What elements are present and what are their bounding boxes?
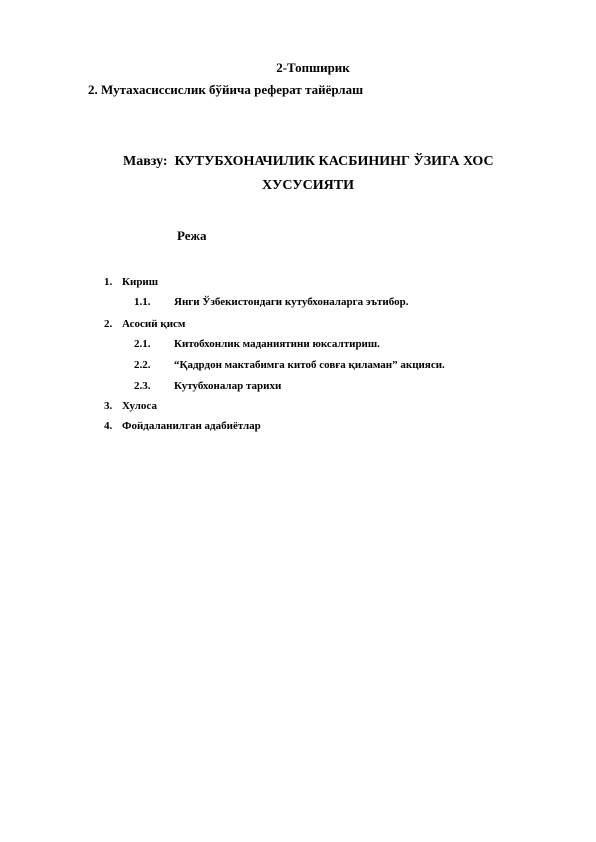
task-subtitle: 2. Мутахасиссислик бўйича реферат тайёрлаш <box>88 82 364 97</box>
topic-title-line2: ХУСУСИЯТИ <box>262 178 354 193</box>
plan-subitem-text: Янги Ўзбекистондаги кутубхоналарга эътибор. <box>174 296 409 308</box>
plan-subitem-number: 1.1. <box>134 296 151 308</box>
plan-item-text: Кириш <box>122 276 159 288</box>
plan-item-number: 4. <box>104 420 113 432</box>
topic-title-line1: КУТУБХОНАЧИЛИК КАСБИНИНГ ЎЗИГА ХОС <box>174 154 494 169</box>
plan-subitem-number: 2.3. <box>134 380 151 392</box>
topic-heading-line1 <box>123 154 494 170</box>
plan-subitem <box>134 359 445 371</box>
plan-subitem <box>134 296 408 308</box>
topic-label: Мавзу: <box>123 154 168 169</box>
plan-item-number: 3. <box>104 400 113 412</box>
task-title: 2-Топширик <box>276 60 350 75</box>
plan-subitem-text: Китобхонлик маданиятини юксалтириш. <box>174 338 380 350</box>
plan-subitem-number: 2.2. <box>134 359 151 371</box>
plan-item-text: Хулоса <box>122 400 157 412</box>
plan-subitem-text: “Қадрдон мактабимга китоб совға қиламан” акцияси. <box>174 359 445 371</box>
plan-subitem-number: 2.1. <box>134 338 151 350</box>
plan-subitem <box>134 338 380 350</box>
plan-item <box>104 420 261 432</box>
plan-subitem <box>134 380 281 392</box>
plan-item <box>104 318 185 330</box>
plan-item <box>104 276 158 288</box>
plan-item-number: 1. <box>104 276 113 288</box>
plan-subitem-text: Кутубхоналар тарихи <box>174 380 282 392</box>
plan-heading: Режа <box>177 228 207 243</box>
plan-item-text: Фойдаланилган адабиётлар <box>122 420 261 432</box>
plan-item-text: Асосий қисм <box>122 318 186 330</box>
plan-item-number: 2. <box>104 318 113 330</box>
plan-item <box>104 400 157 412</box>
